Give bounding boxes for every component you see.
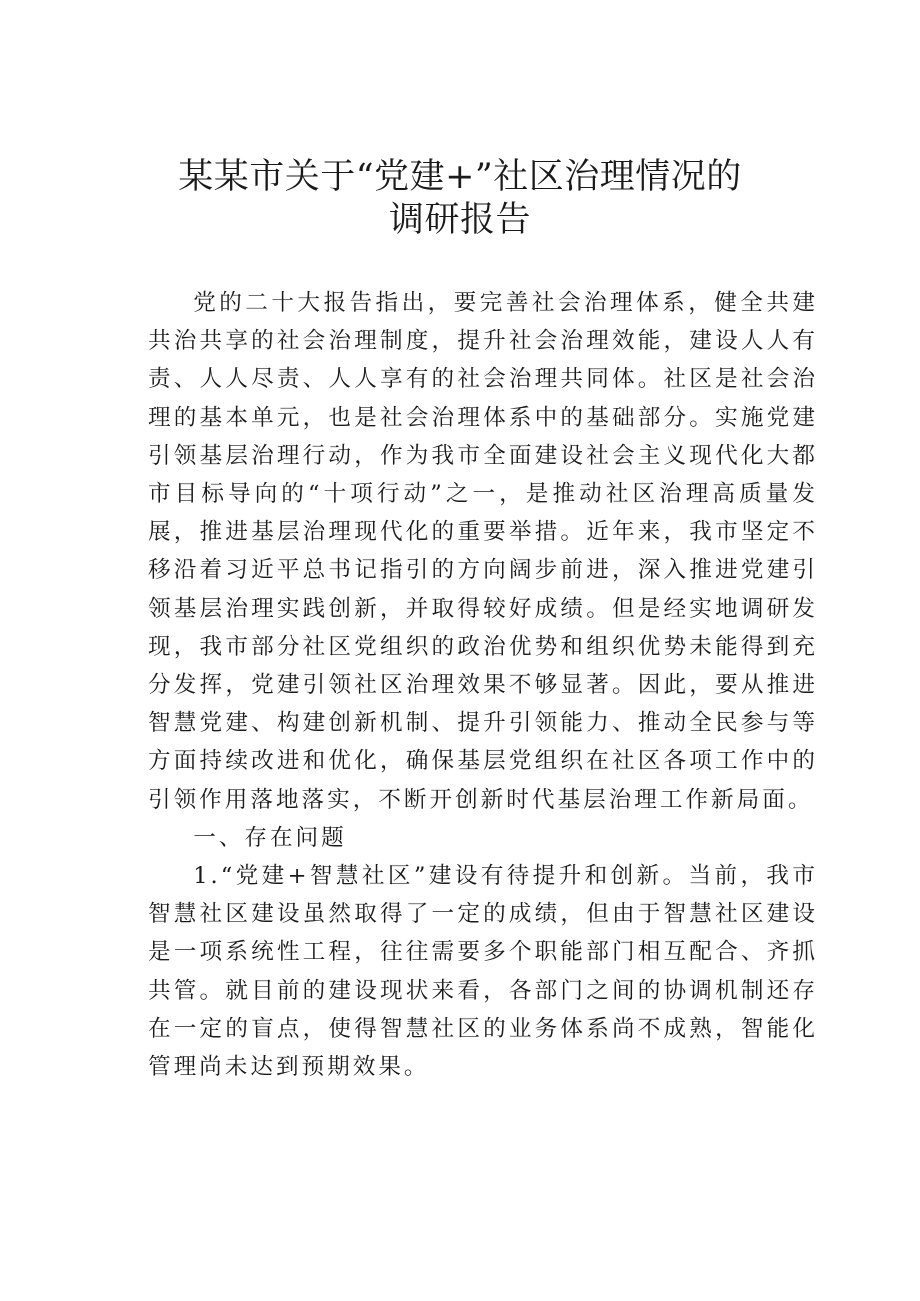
document-body <box>148 284 818 1086</box>
document-title-line-1: 某某市关于“党建+”社区治理情况的 <box>178 157 742 197</box>
intro-paragraph: 党的二十大报告指出，要完善社会治理体系，健全共建共治共享的社会治理制度，提升社会治理效能，建设人人有责、人人尽责、人人享有的社会治理共同体。社区是社会治理的基本单元，也是社会治理体系中的基础部分。实施党建引领基层治理行动，作为我市全面建设社会主义现代化大都市目标导向的“十项行动”之一，是推动社区治理高质量发展，推进基层治理现代化的重要举措。近年来，我市坚定不移沿着习近平总书记指引的方向阔步前进，深入推进党建引领基层治理实践创新，并取得较好成绩。但是经实地调研发现，我市部分社区党组织的政治优势和组织优势未能得到充分发挥，党建引领社区治理效果不够显著。因此，要从推进智慧党建、构建创新机制、提升引领能力、推动全民参与等方面持续改进和优化，确保基层党组织在社区各项工作中的引领作用落地落实，不断开创新时代基层治理工作新局面。 <box>148 290 818 813</box>
document-title-line-2: 调研报告 <box>388 200 531 240</box>
section-heading-problems: 一、存在问题 <box>193 824 347 851</box>
problem-1-paragraph: 1.“党建+智慧社区”建设有待提升和创新。当前，我市智慧社区建设虽然取得了一定的成绩，但由于智慧社区建设是一项系统性工程，往往需要多个职能部门相互配合、齐抓共管。就目前的建设现状来看，各部门之间的协调机制还存在一定的盲点，使得智慧社区的业务体系尚不成熟，智能化管理尚未达到预期效果。 <box>148 863 818 1081</box>
